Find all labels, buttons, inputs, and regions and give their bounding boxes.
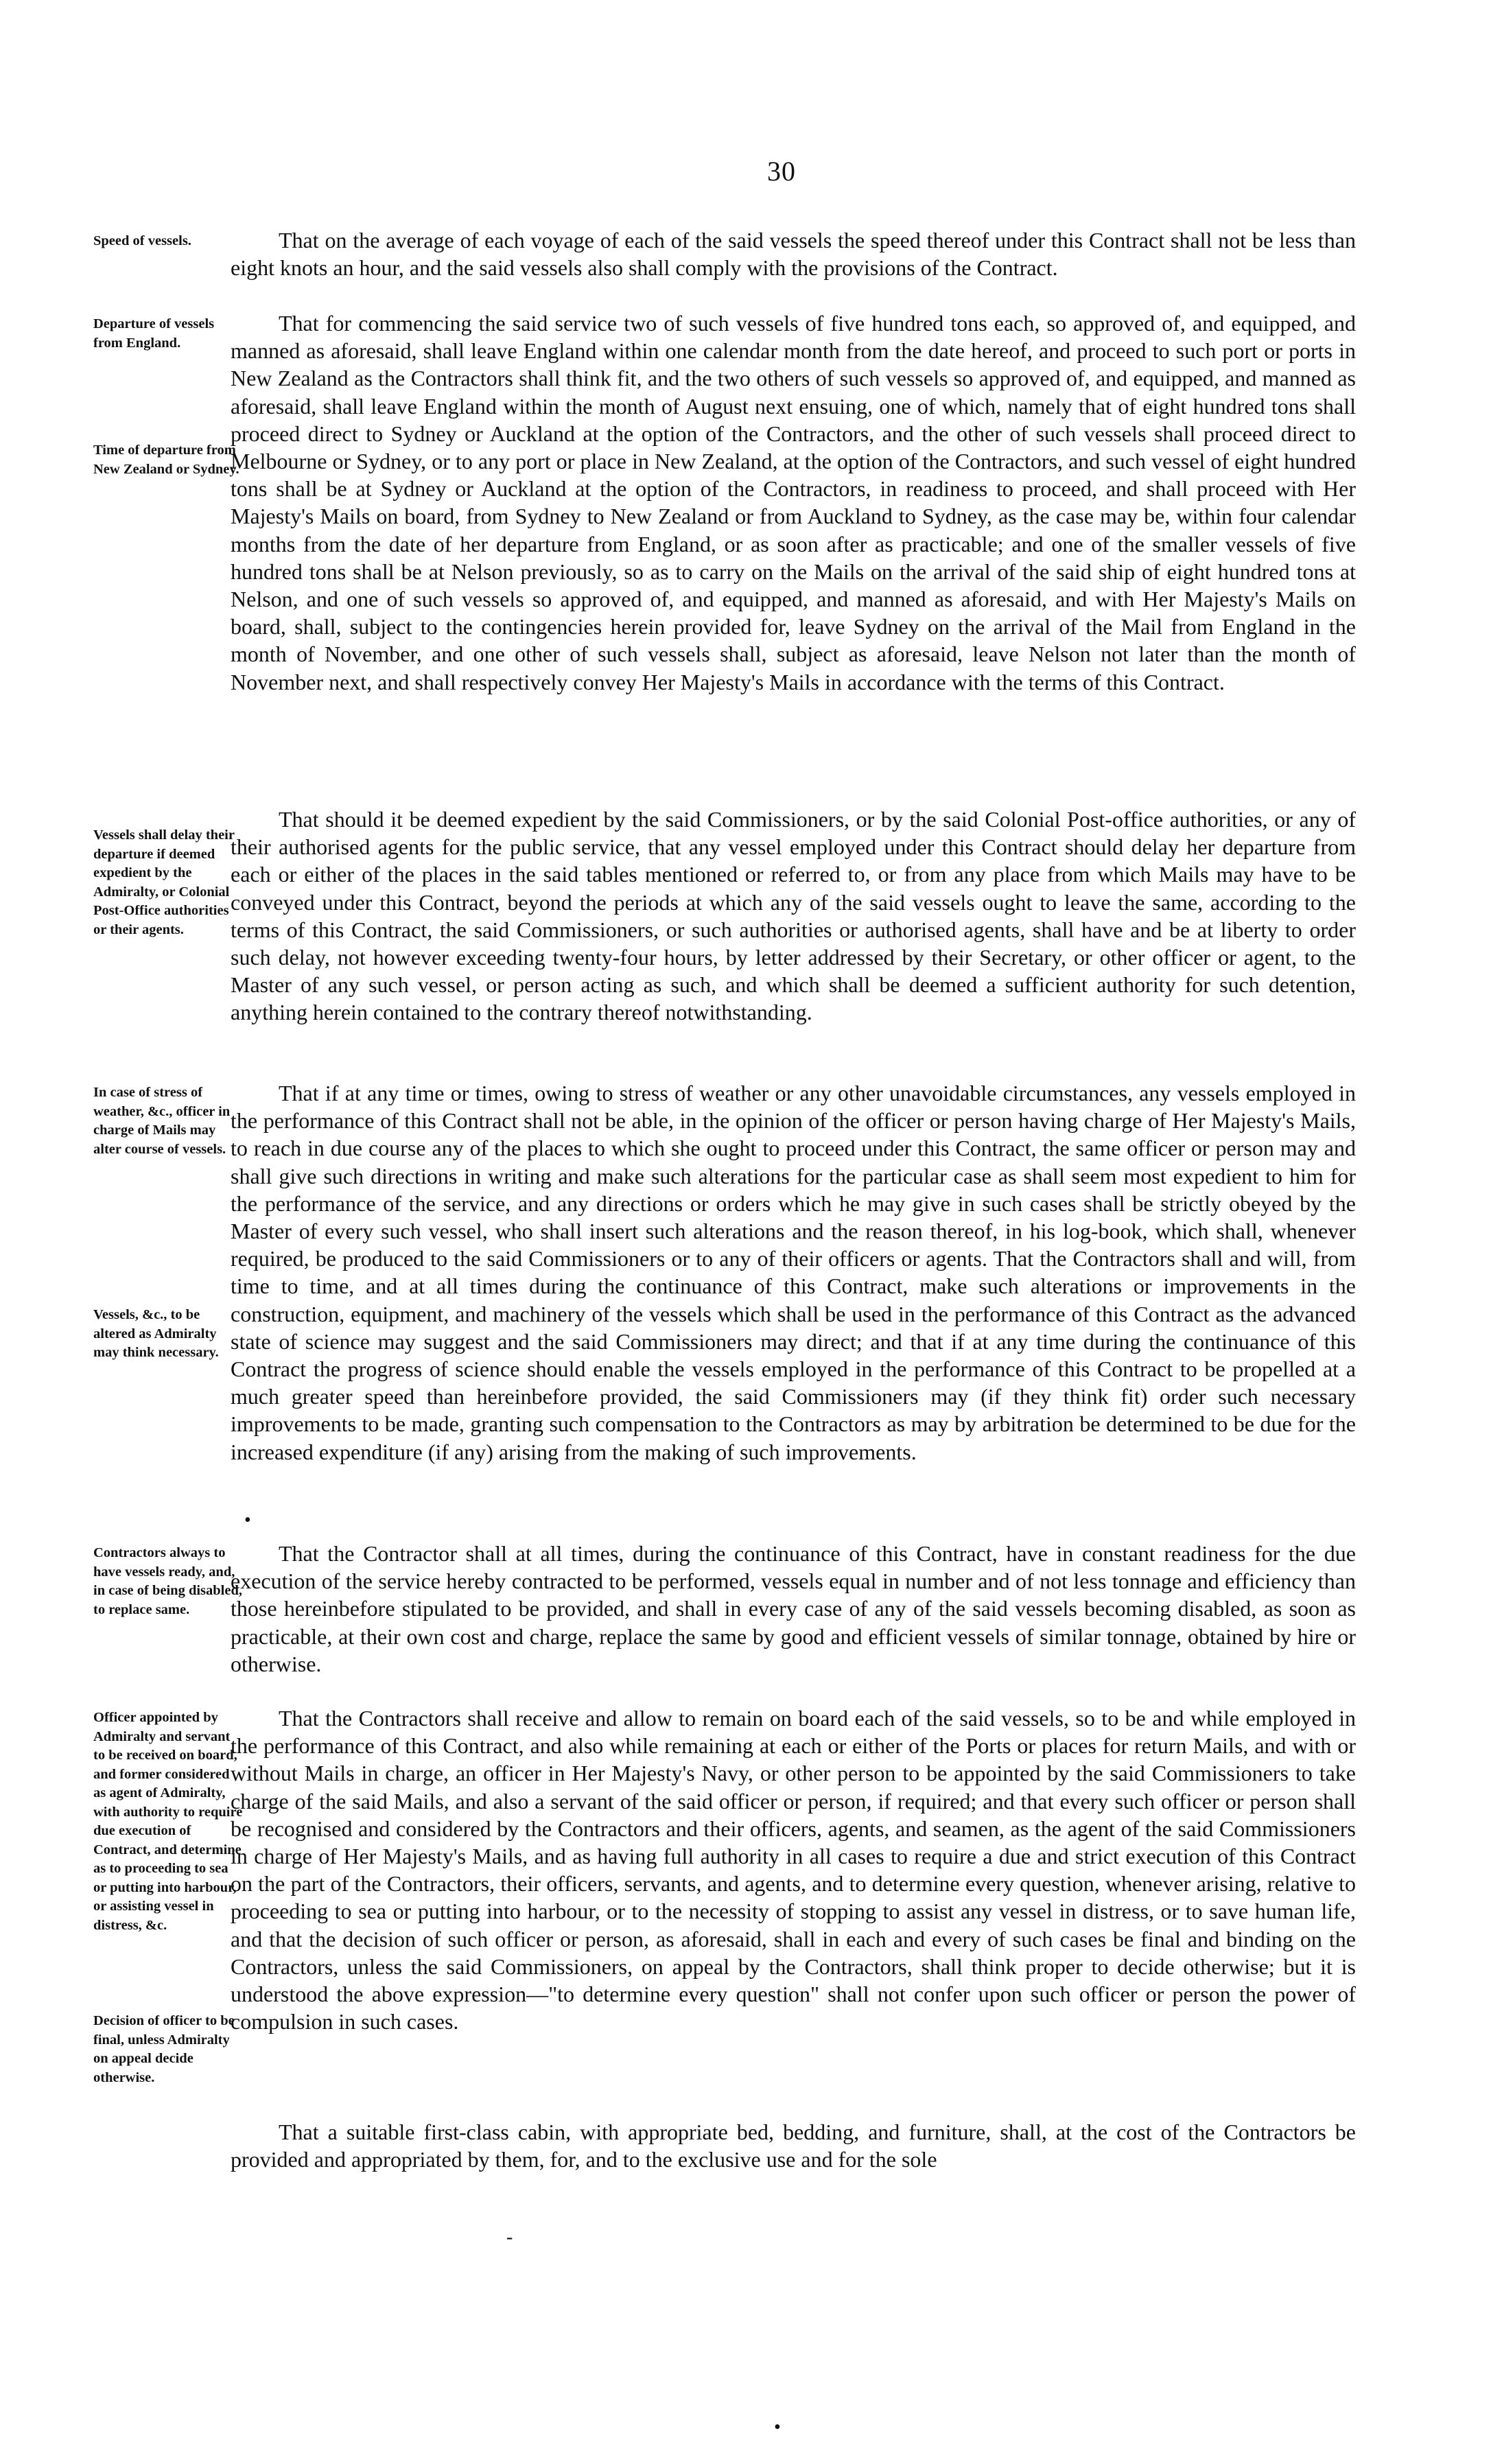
stray-mark: • [774, 2417, 781, 2438]
stray-mark: - [506, 2227, 513, 2248]
paragraph: That for commencing the said service two of such vessels of five hundred tons each, so approved of, and equipped, and manned as aforesaid, shall leave England within one calendar month from the date hereof, and proceed to such port or ports in New Zealand as the Contractors shall think fit, and the two others of such vessels so approved of, and equipped, and manned as aforesaid, shall leave England within the month of August next ensuing, one of which, namely that of eight hundred tons shall proceed direct to Sydney or Auckland at the option of the Contractors, and the other of such vessels shall proceed direct to Melbourne or Sydney, or to any port or place in New Zealand, at the option of the Contractors, and such vessel of eight hundred tons shall be at Sydney or Auckland at the option of the Contractors, in readiness to proceed, and shall proceed with Her Majesty's Mails on board, from Sydney to New Zealand or from Auckland to Sydney, as the case may be, within four calendar months from the date of her departure from England, or as soon after as practicable; and one of the smaller vessels of five hundred tons shall be at Nelson previously, so as to carry on the Mails on the arrival of the said ship of eight hundred tons at Nelson, and one of such vessels so approved of, and equipped, and manned as aforesaid, and with Her Majesty's Mails on board, shall, subject to the contingencies herein provided for, leave Sydney on the arrival of the Mail from England in the month of November, and one other of such vessels shall, subject as aforesaid, leave Nelson not later than the month of November next, and shall respectively convey Her Majesty's Mails in accordance with the terms of this Contract. [231, 311, 1356, 694]
margin-note: In case of stress of weather, &c., officer in charge of Mails may alter course of vessels. [93, 1085, 231, 1157]
paragraph: That on the average of each voyage of each of the said vessels the speed thereof under this Contract shall not be less than eight knots an hour, and the said vessels also shall comply with the provisions of the Contract. [231, 228, 1356, 281]
margin-note: Officer appointed by Admiralty and servant to be received on board, and former considered as agent of Admiralty, with authority to require due execution of Contract, and determine as to proceeding to sea or putting into harbour, or assisting vessel in distress, &c. [93, 1710, 243, 1933]
margin-note: Departure of vessels from England. [93, 316, 215, 351]
paragraph: That the Contractor shall at all times, during the continuance of this Contract, have in constant readiness for the due execution of the service hereby contracted to be performed, vessels equal in number and of not less tonnage and efficiency than those hereinbefore stipulated to be provided, and shall in every case of any of the said vessels becoming disabled, as soon as practicable, at their own cost and charge, replace the same by good and efficient vessels of similar tonnage, obtained by hire or otherwise. [231, 1541, 1356, 1676]
margin-note: Contractors always to have vessels ready, and, in case of being disabled, to replace same. [93, 1545, 242, 1617]
paragraph: That if at any time or times, owing to stress of weather or any other unavoidable circumstances, any vessels employed in the performance of this Contract shall not be able, in the opinion of the officer or person having charge of Her Majesty's Mails, to reach in due course any of the places to which she ought to proceed under this Contract, the same officer or person may and shall give such directions in writing and make such alterations for the particular case as shall seem most expedient to him for the performance of the service, and any directions or orders which he may give in such cases shall be strictly obeyed by the Master of every such vessel, who shall insert such alterations and the reason thereof, in his log-book, which shall, whenever required, be produced to the said Commissioners or to any of their officers or agents. That the Contractors shall and will, from time to time, and at all times during the continuance of this Contract, make such alterations or improvements in the construction, equipment, and machinery of the vessels which shall be used in the performance of this Contract as the advanced state of science may suggest and the said Commissioners may direct; and that if at any time during the continuance of this Contract the progress of science should enable the vessels employed in the performance of this Contract to be propelled at a much greater speed than hereinbefore provided, the said Commissioners may (if they think fit) order such necessary improvements to be made, granting such compensation to the Contractors as may by arbitration be determined to be due for the increased expenditure (if any) arising from the making of such improvements. [231, 1081, 1356, 1464]
paragraph: That a suitable first-class cabin, with appropriate bed, bedding, and furniture, shall, at the cost of the Contractors be provided and appropriated by them, for, and to the exclusive use and for the sole [231, 2120, 1356, 2172]
margin-note: Vessels, &c., to be altered as Admiralty may think necessary. [93, 1307, 219, 1360]
margin-note: Vessels shall delay their departure if deemed expedient by the Admiralty, or Colonial Post-Office authorities or their agents. [93, 828, 235, 937]
margin-note: Time of departure from New Zealand or Sydney. [93, 443, 239, 477]
stray-mark: • [244, 1510, 251, 1531]
paragraph: That should it be deemed expedient by the said Commissioners, or by the said Colonial Post-office authorities, or any of their authorised agents for the public service, that any vessel employed under this Contract should delay her departure from each or either of the places in the said tables mentioned or referred to, or from any place from which Mails may have to be conveyed under this Contract, beyond the periods at which any of the said vessels ought to leave the same, according to the terms of this Contract, the said Commissioners, or such authorities or authorised agents, shall have and be at liberty to order such delay, not however exceeding twenty-four hours, by letter addressed by their Secretary, or other officer or agent, to the Master of any such vessel, or person acting as such, and which shall be deemed a sufficient authority for such detention, anything herein contained to the contrary thereof notwithstanding. [231, 807, 1356, 1025]
margin-note: Speed of vessels. [93, 233, 191, 248]
page-number: 30 [767, 156, 796, 187]
margin-note: Decision of officer to be final, unless Admiralty on appeal decide otherwise. [93, 2013, 235, 2085]
paragraph: That the Contractors shall receive and allow to remain on board each of the said vessels, so to be and while employed in the performance of this Contract, and also while remaining at each or either of the Ports or places for return Mails, and with or without Mails in charge, an officer in Her Majesty's Navy, or other person to be appointed by the said Commissioners to take charge of the said Mails, and also a servant of the said officer or person, if required; and that every such officer or person shall be recognised and considered by the Contractors and their officers, agents, and seamen, as the agent of the said Commissioners in charge of Her Majesty's Mails, and as having full authority in all cases to require a due and strict execution of this Contract on the part of the Contractors, their officers, servants, and agents, and to determine every question, whenever arising, relative to proceeding to sea or putting into harbour, or to the necessity of stopping to assist any vessel in distress, or to save human life, and that the decision of such officer or person, as aforesaid, shall in each and every of such cases be final and binding on the Contractors, unless the said Commissioners, on appeal by the Contractors, shall think proper to decide otherwise; but it is understood the above expression—"to determine every question" shall not confer upon such officer or person the power of compulsion in such cases. [231, 1706, 1356, 2034]
